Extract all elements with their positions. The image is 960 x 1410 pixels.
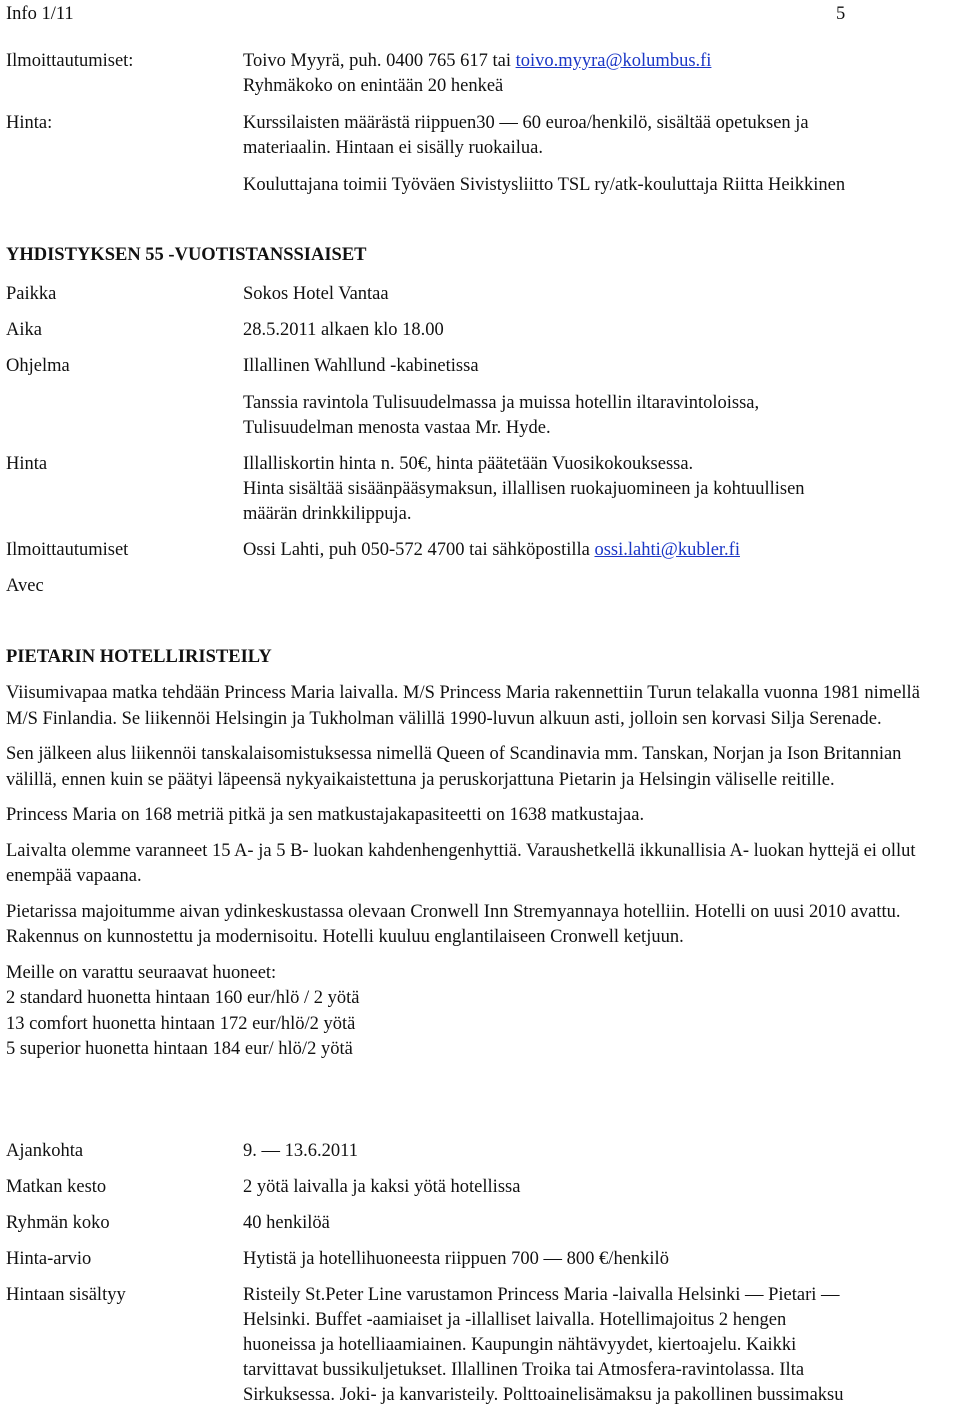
header-title: Info 1/11 [6,4,74,24]
cruise-title: PIETARIN HOTELLIRISTEILY [6,647,272,667]
rooms-intro: Meille on varattu seuraavat huoneet: [6,962,277,983]
program-line-2: Tanssia ravintola Tulisuudelmassa ja muissa hotellin iltaravintoloissa, [243,393,760,413]
place-label: Paikka [6,284,57,304]
registration-contact [243,49,711,74]
duration-value: 2 yötä laivalla ja kaksi yötä hotellissa [243,1177,521,1197]
price-line-1: Kurssilaisten määrästä riippuen30 — 60 euroa/henkilö, sisältää opetuksen ja [243,113,809,133]
anniversary-registration-contact [243,538,740,563]
anniversary-price-line-2: Hinta sisältää sisäänpääsymaksun, illallisen ruokajuomineen ja kohtuullisen [243,479,805,499]
avec-label: Avec [6,576,44,596]
group-label: Ryhmän koko [6,1213,110,1233]
place-value: Sokos Hotel Vantaa [243,284,389,304]
anniversary-registration-label: Ilmoittautumiset [6,540,129,560]
includes-line: Helsinki. Buffet -aamiaiset ja -illalliset laivalla. Hotellimajoitus 2 hengen [243,1310,787,1330]
room-item: 13 comfort huonetta hintaan 172 eur/hlö/2 yötä [6,1013,356,1034]
anniversary-registration-text: Ossi Lahti, puh 050-572 4700 tai sähköpostilla [243,540,595,560]
price-label: Hinta: [6,113,53,133]
page-number: 5 [836,4,846,24]
includes-line: tarvittavat bussikuljetukset. Illallinen Troika tai Atmosfera-ravintolassa. Ilta [243,1360,805,1380]
anniversary-title: YHDISTYKSEN 55 -VUOTISTANSSIAISET [6,245,367,265]
program-line-1: Illallinen Wahllund -kabinetissa [243,356,479,376]
includes-line: Sirkuksessa. Joki- ja kanvaristeily. Polttoainelisämaksu ja pakollinen bussimaksu [243,1385,844,1405]
includes-line: Risteily St.Peter Line varustamon Princess Maria -laivalla Helsinki — Pietari — [243,1285,840,1305]
time-label: Aika [6,320,42,340]
cruise-paragraph-2: Sen jälkeen alus liikennöi tanskalaisomistuksessa nimellä Queen of Scandinavia mm. Tanskan, Norjan ja Ison Britannian välillä, ennen kuin se päätyi läpeensä nykyaikaistettuna ja peruskorjattuna Pietarin ja Helsingin väliselle reitille. [6,744,902,790]
trainer-note: Kouluttajana toimii Työväen Sivistysliitto TSL ry/atk-kouluttaja Riitta Heikkinen [243,175,846,195]
estimate-value: Hytistä ja hotellihuoneesta riippuen 700 — 800 €/henkilö [243,1249,669,1269]
registration-email-link[interactable]: toivo.myyra@kolumbus.fi [515,51,712,71]
estimate-label: Hinta-arvio [6,1249,92,1269]
duration-label: Matkan kesto [6,1177,107,1197]
group-value: 40 henkilöä [243,1213,330,1233]
time-value: 28.5.2011 alkaen klo 18.00 [243,320,444,340]
anniversary-price-line-3: määrän drinkkilippuja. [243,504,412,524]
anniversary-price-line-1: Illalliskortin hinta n. 50€, hinta päätetään Vuosikokouksessa. [243,454,694,474]
group-size-note: Ryhmäkoko on enintään 20 henkeä [243,76,504,96]
program-line-3: Tulisuudelman menosta vastaa Mr. Hyde. [243,418,551,438]
anniversary-price-label: Hinta [6,454,48,474]
registration-label: Ilmoittautumiset: [6,51,134,71]
price-line-2: materiaalin. Hintaan ei sisälly ruokailua. [243,138,544,158]
date-value: 9. — 13.6.2011 [243,1141,358,1161]
program-label: Ohjelma [6,356,70,376]
cruise-paragraph-4: Laivalta olemme varanneet 15 A- ja 5 B- luokan kahdenhengenhyttiä. Varaushetkellä ikkunallisia A- luokan hyttejä ei ollut enempää vapaana. [6,840,916,886]
date-label: Ajankohta [6,1141,84,1161]
room-item: 5 superior huonetta hintaan 184 eur/ hlö/2 yötä [6,1039,353,1059]
cruise-paragraph-5: Pietarissa majoitumme aivan ydinkeskustassa olevaan Cronwell Inn Stremyannaya hotelliin. Hotelli on uusi 2010 avattu. Rakennus on kunnostettu ja modernisoitu. Hotelli kuuluu englantilaiseen Cronwell ketjuun. [6,901,901,947]
includes-label: Hintaan sisältyy [6,1285,126,1305]
includes-line: huoneissa ja hotelliaamiainen. Kaupungin nähtävyydet, kiertoajelu. Kaikki [243,1335,797,1355]
room-item: 2 standard huonetta hintaan 160 eur/hlö / 2 yötä [6,988,360,1008]
cruise-body [6,681,946,1063]
anniversary-email-link[interactable]: ossi.lahti@kubler.fi [594,540,740,560]
cruise-paragraph-3: Princess Maria on 168 metriä pitkä ja sen matkustajakapasiteetti on 1638 matkustajaa. [6,805,645,825]
cruise-paragraph-1: Viisumivapaa matka tehdään Princess Maria laivalla. M/S Princess Maria rakennettiin Turun telakalla vuonna 1981 nimellä M/S Finlandia. Se liikennöi Helsingin ja Tukholman välillä 1990-luvun alkuun asti, jolloin sen korvasi Silja Serenade. [6,683,920,729]
registration-contact-text: Toivo Myyrä, puh. 0400 765 617 tai [243,51,516,71]
